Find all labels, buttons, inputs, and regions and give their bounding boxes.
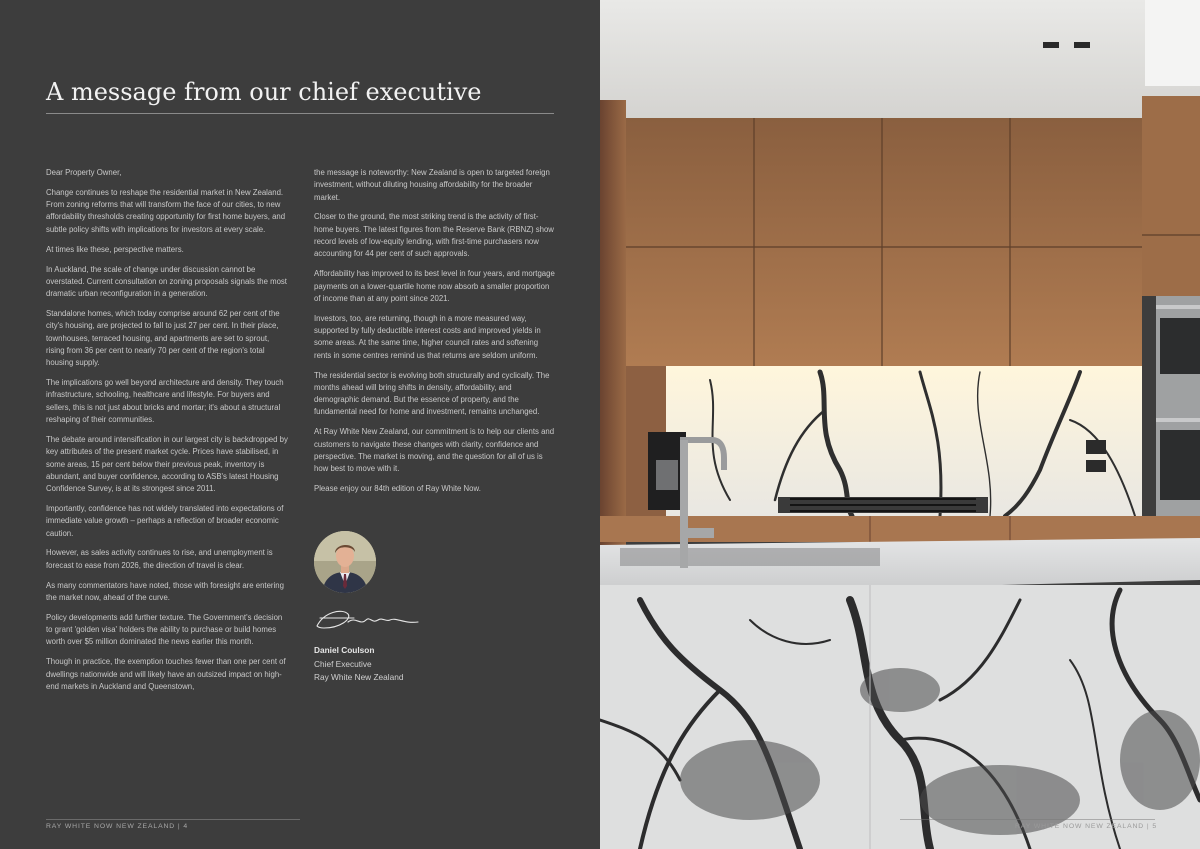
footer-right-divider (900, 819, 1155, 820)
letter-paragraph: Affordability has improved to its best level in four years, and mortgage payments on a lower-quartile home now absorb a smaller proportion of income than at any point since 2021. (314, 269, 555, 303)
letter-paragraph: The implications go well beyond architecture and density. They touch infrastructure, schooling, healthcare and lifestyle. For buyers and sellers, this is not just about bricks and mortar; it's about a structural reshaping of their communities. (46, 378, 284, 425)
letter-paragraph: Investors, too, are returning, though in a more measured way, supported by fully deductible interest costs and improved yields in some areas. At the same time, higher council rates and softening rents in some centres remind us that returns are seldom uniform. (314, 313, 541, 360)
letter-paragraph: Change continues to reshape the residential market in New Zealand. From zoning reforms that will transform the face of our cities, to new affordability thresholds creating opportunity for first home buyers, and subtle policy shifts with implications for investors at every scale. (46, 187, 286, 234)
letter-paragraph: Importantly, confidence has not widely translated into expectations of immediate value growth – perhaps a reflection of broader economic caution. (46, 503, 284, 538)
footer-left: RAY WHITE NOW NEW ZEALAND | 4 (46, 823, 189, 830)
letter-paragraph: As many commentators have noted, those with foresight are entering the market now, ahead of the curve. (46, 580, 284, 602)
letter-paragraph: However, as sales activity continues to rise, and unemployment is forecast to ease from 2026, the direction of travel is clear. (46, 548, 273, 570)
letter-column-left (46, 167, 288, 701)
letter-paragraph: Dear Property Owner, (46, 168, 122, 177)
signoff-role: Chief Executive (314, 658, 372, 669)
letter-paragraph: the message is noteworthy: New Zealand is open to targeted foreign investment, without diluting housing affordability for the broader market. (314, 168, 550, 202)
footer-right: RAY WHITE NOW NEW ZEALAND | 5 (1015, 823, 1158, 830)
signoff (314, 644, 403, 685)
letter-paragraph: The debate around intensification in our largest city is backdropped by key attributes of the present market cycle. Prices have stabilised, in some areas, 15 per cent below their previous peak, inventory is abundant, and buyer confidence, according to ASB's latest Housing Confidence Survey, is at its strongest since 2011. (46, 434, 288, 494)
letter-paragraph: Please enjoy our 84th edition of Ray White Now. (314, 484, 481, 494)
footer-divider (46, 819, 300, 820)
signoff-company: Ray White New Zealand (314, 672, 404, 682)
letter-paragraph: Policy developments add further texture. The Government's decision to grant 'golden visa' holders the ability to purchase or build homes worth over $5 million dominated the news earlier this month. (46, 612, 283, 647)
letter-paragraph: At times like these, perspective matters. (46, 244, 184, 254)
signoff-name: Daniel Coulson (314, 645, 375, 655)
letter-paragraph: Though in practice, the exemption touches fewer than one per cent of dwellings nationwide and will likely have an outsized impact on high-end markets in Auckland and Queenstown, (46, 657, 286, 691)
letter-paragraph: Closer to the ground, the most striking trend is the activity of first-home buyers. The latest figures from the Reserve Bank (RBNZ) show record levels of low-equity lending, with first-time purchasers now accounting for 44 per cent of such approvals. (314, 212, 554, 259)
letter-column-right (314, 167, 556, 503)
kitchen-photo (600, 0, 1200, 849)
signature (314, 604, 422, 634)
page-title: A message from our chief executive (46, 78, 482, 106)
ceo-portrait-photo (314, 531, 376, 593)
letter-paragraph: At Ray White New Zealand, our commitment is to help our clients and customers to navigate these changes with clarity, confidence and perspective. The market is moving, and the question for all of us is how best to move with it. (314, 427, 555, 474)
letter-paragraph: The residential sector is evolving both structurally and cyclically. The months ahead will bring shifts in density, affordability, and demographic demand. But the essence of property, and the fundamental need for home and investment, remains unchanged. (314, 370, 550, 417)
letter-paragraph: In Auckland, the scale of change under discussion cannot be overstated. Current consultation on zoning proposals signals the most dramatic urban reconfiguration in a generation. (46, 264, 287, 299)
letter-paragraph: Standalone homes, which today comprise around 62 per cent of the city's housing, are projected to fall to just 27 per cent. In their place, townhouses, terraced housing, and apartments are set to sprout, rising from 36 per cent to nearly 70 per cent of the region's total housing supply. (46, 309, 280, 368)
title-divider (46, 113, 554, 114)
